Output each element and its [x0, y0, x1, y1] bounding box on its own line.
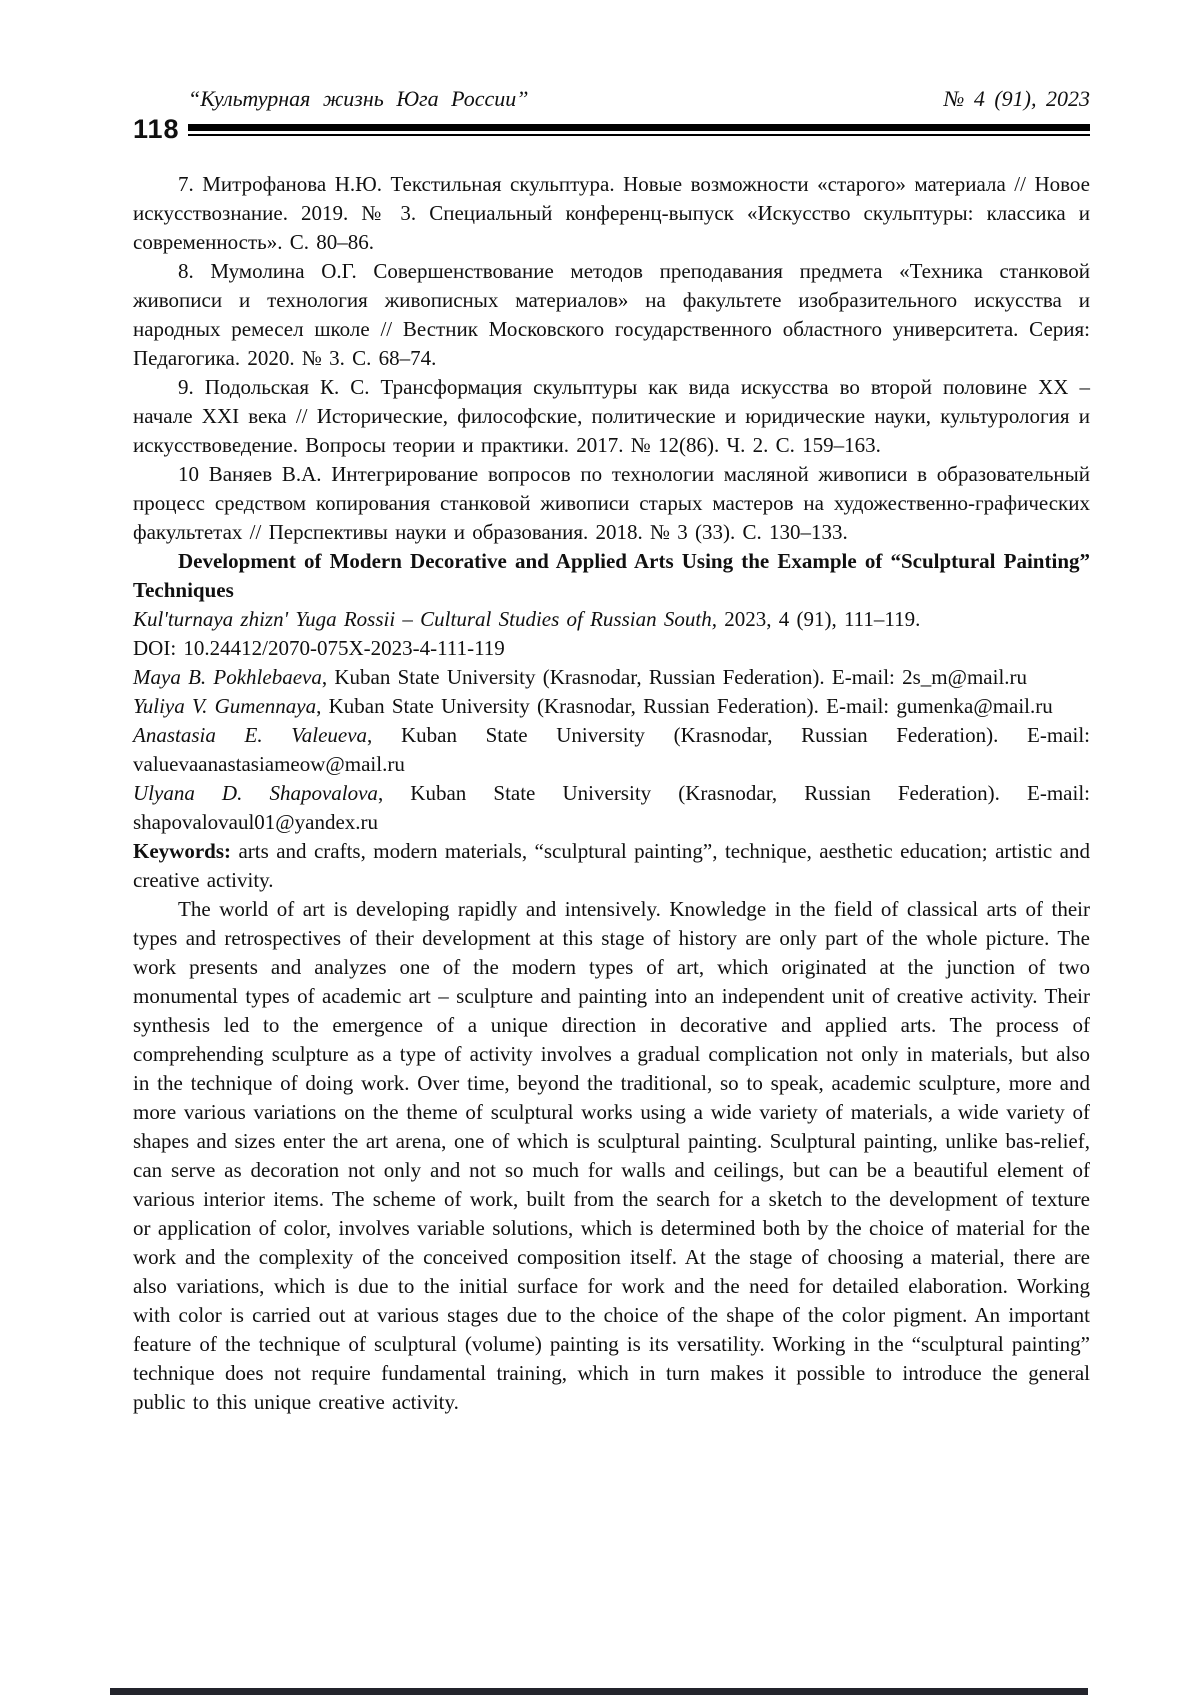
author-name: Maya B. Pokhlebaeva — [133, 665, 322, 689]
keywords-line — [133, 837, 1090, 895]
author-name: Anastasia E. Valeueva — [133, 723, 368, 747]
reference-item: 7. Митрофанова Н.Ю. Текстильная скульптура. Новые возможности «старого» материала // Новое искусствознание. 2019. № 3. Специальный конференц-выпуск «Искусство скульптуры: классика и современность». С. 80–86. — [133, 172, 1090, 254]
author-name: Yuliya V. Gumennaya — [133, 694, 317, 718]
author-affiliation: , Kuban State University (Krasnodar, Russian Federation). E-mail: valuevaanastasiameow@mail.ru — [133, 723, 1090, 776]
author-line — [133, 779, 1090, 837]
citation-journal: Kul'turnaya zhizn' Yuga Rossii – Cultural Studies of Russian South, — [133, 607, 717, 631]
author-affiliation: , Kuban State University (Krasnodar, Russian Federation). E-mail: gumenka@mail.ru — [316, 694, 1053, 718]
keywords-text: arts and crafts, modern materials, “sculptural painting”, technique, aesthetic education; artistic and creative activity. — [133, 839, 1090, 892]
reference-item: 8. Мумолина О.Г. Совершенствование методов преподавания предмета «Техника станковой живописи и технология живописных материалов» на факультете изобразительного искусства и народных ремесел школе // Вестник Московского государственного областного университета. Серия: Педагогика. 2020. № 3. С. 68–74. — [133, 259, 1090, 370]
page-header — [133, 86, 1090, 143]
keywords-label: Keywords: — [133, 839, 231, 863]
citation-details: 2023, 4 (91), 111–119. — [716, 607, 921, 631]
page-number: 118 — [133, 114, 180, 144]
running-head — [133, 86, 1090, 112]
header-rule-thick — [188, 124, 1090, 131]
header-rule-thin — [188, 134, 1090, 136]
citation-line — [133, 605, 1090, 634]
doi-line: DOI: 10.24412/2070-075X-2023-4-111-119 — [133, 636, 505, 660]
footer-rule — [110, 1688, 1088, 1695]
page-content — [133, 170, 1090, 1417]
author-name: Ulyana D. Shapovalova — [133, 781, 378, 805]
author-affiliation: , Kuban State University (Krasnodar, Russian Federation). E-mail: shapovalovaul01@yandex.ru — [133, 781, 1090, 834]
author-line — [133, 721, 1090, 779]
header-rule — [188, 124, 1090, 136]
reference-item: 9. Подольская К. С. Трансформация скульптуры как вида искусства во второй половине XX – начале XXI века // Исторические, философские, политические и юридические науки, культурология и искусствоведение. Вопросы теории и практики. 2017. № 12(86). Ч. 2. С. 159–163. — [133, 375, 1090, 457]
author-affiliation: , Kuban State University (Krasnodar, Russian Federation). E-mail: 2s_m@mail.ru — [321, 665, 1028, 689]
author-line — [133, 663, 1090, 692]
header-rule-row — [133, 116, 1090, 143]
reference-item: 10 Ваняев В.А. Интегрирование вопросов по технологии масляной живописи в образовательный процесс средством копирования станковой живописи старых мастеров на художественно-графических факультетах // Перспективы науки и образования. 2018. № 3 (33). С. 130–133. — [133, 462, 1090, 544]
journal-title: “Культурная жизнь Юга России” — [188, 86, 529, 111]
article-title-english: Development of Modern Decorative and Applied Arts Using the Example of “Sculptural Painting” Techniques — [133, 549, 1090, 602]
issue-number: № 4 (91), 2023 — [943, 86, 1090, 111]
abstract-paragraph: The world of art is developing rapidly and intensively. Knowledge in the field of classical arts of their types and retrospectives of their development at this stage of history are only part of the whole picture. The work presents and analyzes one of the modern types of art, which originated at the junction of two monumental types of academic art – sculpture and painting into an independent unit of creative activity. Their synthesis led to the emergence of a unique direction in decorative and applied arts. The process of comprehending sculpture as a type of activity involves a gradual complication not only in materials, but also in the technique of doing work. Over time, beyond the traditional, so to speak, academic sculpture, more and more various variations on the theme of sculptural works using a wide variety of materials, a wide variety of shapes and sizes enter the art arena, one of which is sculptural painting. Sculptural painting, unlike bas-relief, can serve as decoration not only and not so much for walls and ceilings, but can be a beautiful element of various interior items. The scheme of work, built from the search for a sketch to the development of texture or application of color, involves variable solutions, which is determined both by the choice of material for the work and the complexity of the conceived composition itself. At the stage of choosing a material, there are also variations, which is due to the initial surface for work and the need for detailed elaboration. Working with color is carried out at various stages due to the choice of the shape of the color pigment. An important feature of the technique of sculptural (volume) painting is its versatility. Working in the “sculptural painting” technique does not require fundamental training, which in turn makes it possible to introduce the general public to this unique creative activity. — [133, 897, 1090, 1414]
article-metadata — [133, 605, 1090, 895]
author-line — [133, 692, 1090, 721]
